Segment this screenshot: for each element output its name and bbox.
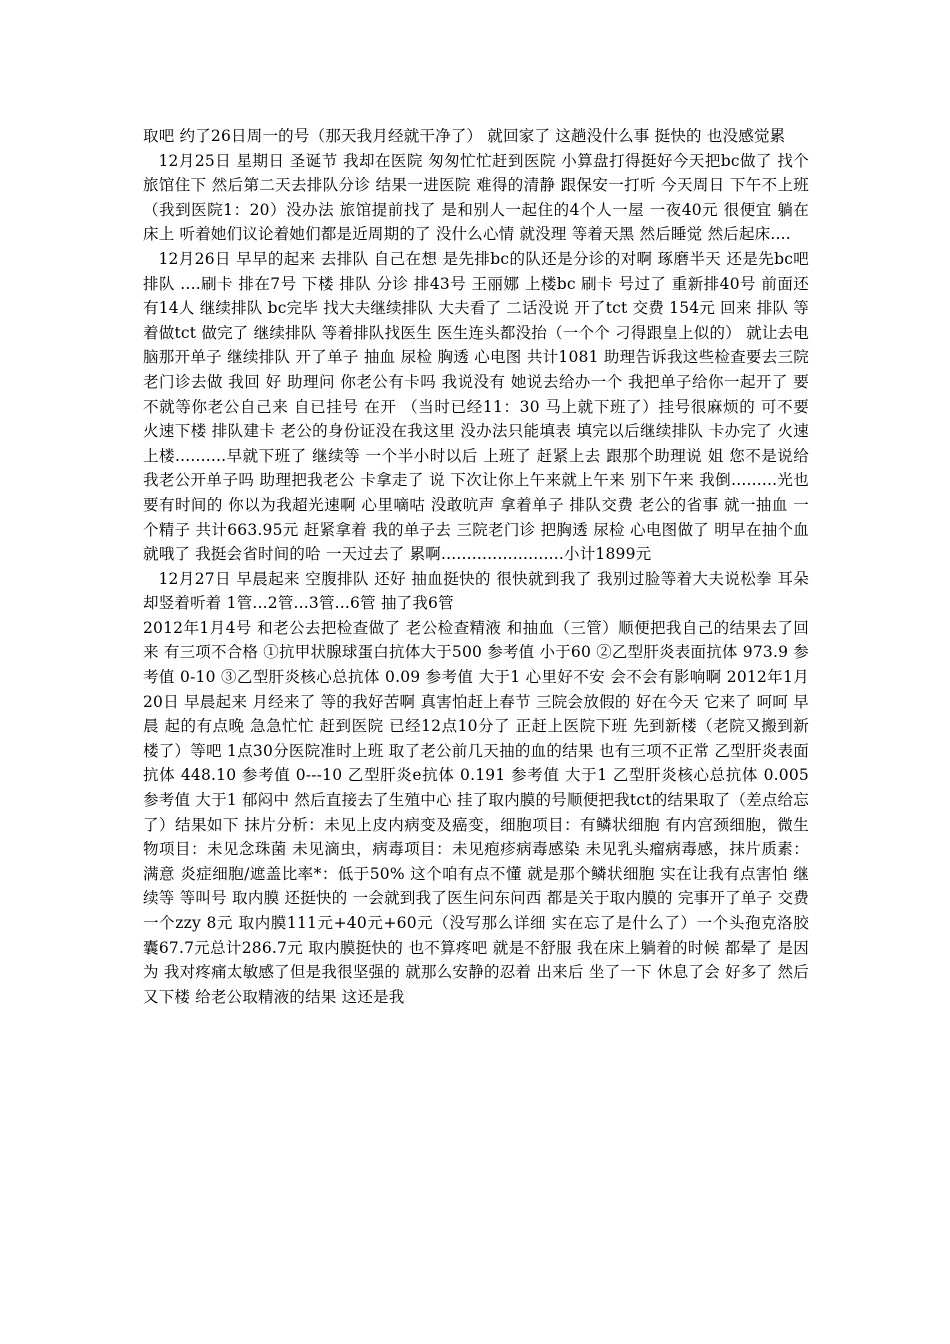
paragraph-dec-26: 12月26日 早早的起来 去排队 自己在想 是先排bc的队还是分诊的对啊 琢磨半天 还是先bc吧 排队 ....刷卡 排在7号 下楼 排队 分诊 排43号 王丽娜 上楼bc 刷卡 号过了 重新排40号 前面还有14人 继续排队 bc完毕 找大夫继续排队 大夫看了 二话没说 开了tct 交费 154元 回来 排队 等着做tct 做完了 继续排队 等着排队找医生 医生连头都没抬（一个个 刁得跟皇上似的） 就让去电脑那开单子 继续排队 开了单子 抽血 尿检 胸透 心电图 共计1081 助理告诉我这些检查要去三院老门诊去做 我回 好 助理问 你老公有卡吗 我说没有 她说去给办一个 我把单子给你一起开了 要不就等你老公自己来 自已挂号 在开 （当时已经11：30 马上就下班了）挂号很麻烦的 可不要 火速下楼 排队建卡 老公的身份证没在我这里 没办法只能填表 填完以后继续排队 卡办完了 火速上楼..........早就下班了 继续等 一个半小时以后 上班了 赶紧上去 跟那个助理说 姐 您不是说给我老公开单子吗 助理把我老公 卡拿走了 说 下次让你上午来就上午来 别下午来 我倒.........光也要有时间的 你以为我超光速啊 心里嘀咕 没敢吭声 拿着单子 排队交费 老公的省事 就一抽血 一个精子 共计663.95元 赶紧拿着 我的单子去 三院老门诊 把胸透 尿检 心电图做了 明早在抽个血 就哦了 我挺会省时间的哈 一天过去了 累啊........................小计1899元 <box>143 249 809 564</box>
paragraph-dec-27: 12月27日 早晨起来 空腹排队 还好 抽血挺快的 很快就到我了 我别过脸等着大夫说松拳 耳朵却竖着听着 1管...2管...3管...6管 抽了我6管 <box>143 569 809 613</box>
paragraph-dec-25: 12月25日 星期日 圣诞节 我却在医院 匆匆忙忙赶到医院 小算盘打得挺好今天把bc做了 找个旅馆住下 然后第二天去排队分诊 结果一进医院 难得的清静 跟保安一打听 今天周日 下午不上班（我到医院1：20）没办法 旅馆提前找了 是和别人一起住的4个人一屋 一夜40元 很便宜 躺在床上 听着她们议论着她们都是近周期的了 没什么心情 就没理 等着天黑 然后睡觉 然后起床.... <box>143 151 809 244</box>
paragraph-intro: 取吧 约了26日周一的号（那天我月经就干净了） 就回家了 这趟没什么事 挺快的 也没感觉累 <box>143 127 786 145</box>
paragraph-jan-2012: 2012年1月4号 和老公去把检查做了 老公检查精液 和抽血（三管）顺便把我自己的结果去了回来 有三项不合格 ①抗甲状腺球蛋白抗体大于500 参考值 小于60 ②乙型肝炎表面抗体 973.9 参考值 0-10 ③乙型肝炎核心总抗体 0.09 参考值 大于1 心里好不安 会不会有影响啊 2012年1月20日 早晨起来 月经来了 等的我好苦啊 真害怕赶上春节 三院会放假的 好在今天 它来了 呵呵 早晨 起的有点晚 急急忙忙 赶到医院 已经12点10分了 正赶上医院下班 先到新楼（老院又搬到新楼了）等吧 1点30分医院准时上班 取了老公前几天抽的血的结果 也有三项不正常 乙型肝炎表面抗体 448.10 参考值 0---10 乙型肝炎e抗体 0.191 参考值 大于1 乙型肝炎核心总抗体 0.005 参考值 大于1 郁闷中 然后直接去了生殖中心 挂了取内膜的号顺便把我tct的结果取了（差点给忘了）结果如下 抹片分析：未见上皮内病变及癌变，细胞项目：有鳞状细胞 有内宫颈细胞，微生物项目：未见念珠菌 未见滴虫，病毒项目：未见疱疹病毒感染 未见乳头瘤病毒感，抹片质素：满意 炎症细胞/遮盖比率*：低于50% 这个咱有点不懂 就是那个鳞状细胞 实在让我有点害怕 继续等 等叫号 取内膜 还挺快的 一会就到我了医生问东问西 都是关于取内膜的 完事开了单子 交费 一个zzy 8元 取内膜111元+40元+60元（没写那么详细 实在忘了是什么了）一个头孢克洛胶囊67.7元总计286.7元 取内膜挺快的 也不算疼吧 就是不舒服 我在床上躺着的时候 都晕了 是因为 我对疼痛太敏感了但是我很坚强的 就那么安静的忍着 出来后 坐了一下 休息了会 好多了 然后又下楼 给老公取精液的结果 这还是我 <box>143 618 809 1006</box>
document-page <box>143 124 809 1009</box>
